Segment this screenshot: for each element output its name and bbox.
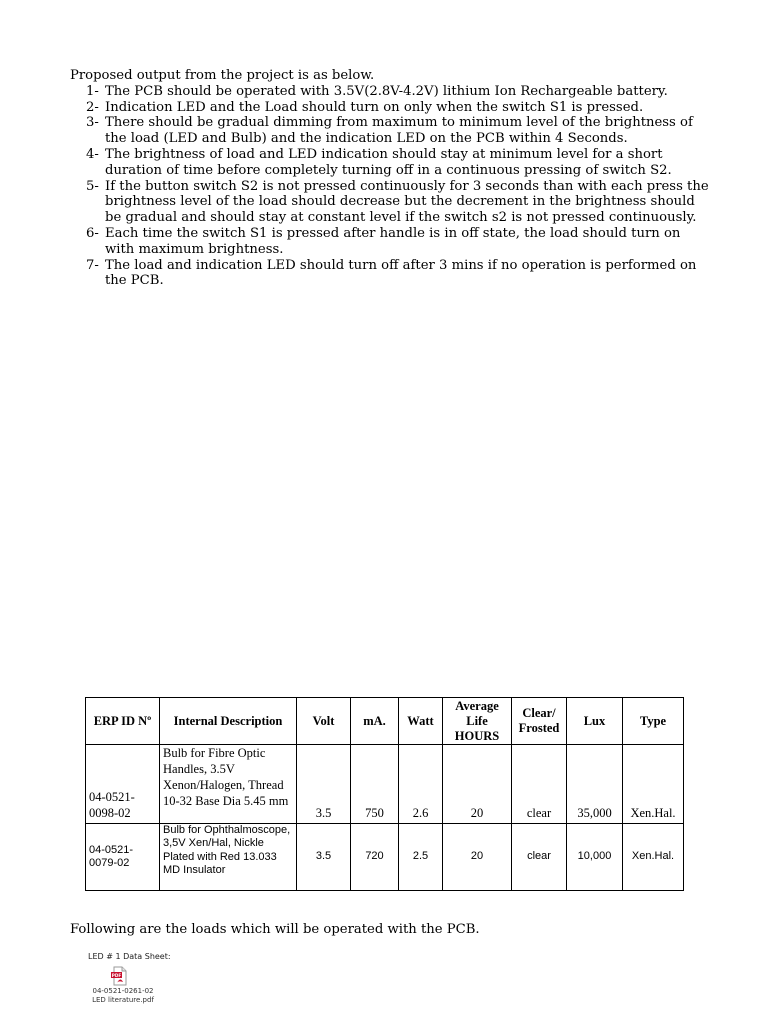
list-item bbox=[70, 226, 710, 258]
cell-watt: 2.5 bbox=[399, 824, 443, 891]
cell-internal-description: Bulb for Fibre Optic Handles, 3.5V Xenon/Halogen, Thread 10-32 Base Dia 5.45 mm bbox=[160, 745, 297, 824]
cell-internal-description: Bulb for Ophthalmoscope, 3,5V Xen/Hal, Nickle Plated with Red 13.033 MD Insulator bbox=[160, 824, 297, 891]
list-item-number: 4- bbox=[86, 146, 99, 162]
list-item-number: 7- bbox=[86, 257, 99, 273]
cell-clear-frosted: clear bbox=[512, 745, 567, 824]
list-item-text: If the button switch S2 is not pressed continuously for 3 seconds than with each press the brightness level of the load should decrease but the decrement in the brightness should be gradual and should stay at constant level if the switch s2 is not pressed continuously. bbox=[105, 178, 709, 226]
list-item bbox=[70, 115, 710, 147]
attachment-label: LED # 1 Data Sheet: bbox=[88, 952, 171, 961]
svg-text:PDF: PDF bbox=[111, 973, 122, 978]
cell-type: Xen.Hal. bbox=[623, 824, 684, 891]
header-watt: Watt bbox=[399, 698, 443, 745]
requirements-list bbox=[70, 84, 710, 289]
cell-volt: 3.5 bbox=[297, 824, 351, 891]
cell-lux: 10,000 bbox=[567, 824, 623, 891]
header-clear-frosted: Clear/ Frosted bbox=[512, 698, 567, 745]
requirements-heading: Proposed output from the project is as below. bbox=[70, 68, 375, 83]
header-erp-id: ERP ID Nº bbox=[86, 698, 160, 745]
list-item-text: The brightness of load and LED indication should stay at minimum level for a short duration of time before completely turning off in a continuous pressing of switch S2. bbox=[105, 146, 672, 178]
list-item-text: Each time the switch S1 is pressed after handle is in off state, the load should turn on with maximum brightness. bbox=[105, 225, 681, 257]
list-item bbox=[70, 84, 710, 100]
list-item-text: The load and indication LED should turn off after 3 mins if no operation is performed on the PCB. bbox=[105, 257, 697, 289]
header-average-life: Average Life HOURS bbox=[443, 698, 512, 745]
cell-type: Xen.Hal. bbox=[623, 745, 684, 824]
list-item-text: The PCB should be operated with 3.5V(2.8V-4.2V) lithium Ion Rechargeable battery. bbox=[105, 83, 668, 99]
cell-average-life: 20 bbox=[443, 745, 512, 824]
attachment-filename[interactable]: 04-0521-0261-02 LED literature.pdf bbox=[92, 987, 154, 1004]
table-row bbox=[86, 824, 684, 891]
cell-average-life: 20 bbox=[443, 824, 512, 891]
cell-clear-frosted: clear bbox=[512, 824, 567, 891]
table-header-row bbox=[86, 698, 684, 745]
cell-erp-id: 04-0521-0098-02 bbox=[86, 745, 160, 824]
list-item bbox=[70, 147, 710, 179]
list-item-number: 1- bbox=[86, 83, 99, 99]
list-item bbox=[70, 179, 710, 226]
list-item-number: 5- bbox=[86, 178, 99, 194]
cell-volt: 3.5 bbox=[297, 745, 351, 824]
header-type: Type bbox=[623, 698, 684, 745]
table-row bbox=[86, 745, 684, 824]
cell-lux: 35,000 bbox=[567, 745, 623, 824]
list-item bbox=[70, 258, 710, 290]
cell-ma: 720 bbox=[351, 824, 399, 891]
list-item-text: Indication LED and the Load should turn on only when the switch S1 is pressed. bbox=[105, 99, 644, 115]
requirements-section bbox=[70, 68, 710, 289]
list-item-text: There should be gradual dimming from maximum to minimum level of the brightness of the load (LED and Bulb) and the indication LED on the PCB within 4 Seconds. bbox=[105, 115, 693, 147]
list-item-number: 3- bbox=[86, 115, 99, 131]
header-ma: mA. bbox=[351, 698, 399, 745]
header-lux: Lux bbox=[567, 698, 623, 745]
pdf-icon[interactable] bbox=[110, 966, 130, 986]
cell-watt: 2.6 bbox=[399, 745, 443, 824]
list-item bbox=[70, 100, 710, 116]
loads-intro-text: Following are the loads which will be operated with the PCB. bbox=[70, 922, 480, 937]
pdf-file-icon bbox=[110, 966, 130, 986]
list-item-number: 6- bbox=[86, 225, 99, 241]
list-item-number: 2- bbox=[86, 99, 99, 115]
header-internal-description: Internal Description bbox=[160, 698, 297, 745]
loads-table bbox=[85, 697, 684, 891]
cell-erp-id: 04-0521-0079-02 bbox=[86, 824, 160, 891]
cell-ma: 750 bbox=[351, 745, 399, 824]
header-volt: Volt bbox=[297, 698, 351, 745]
